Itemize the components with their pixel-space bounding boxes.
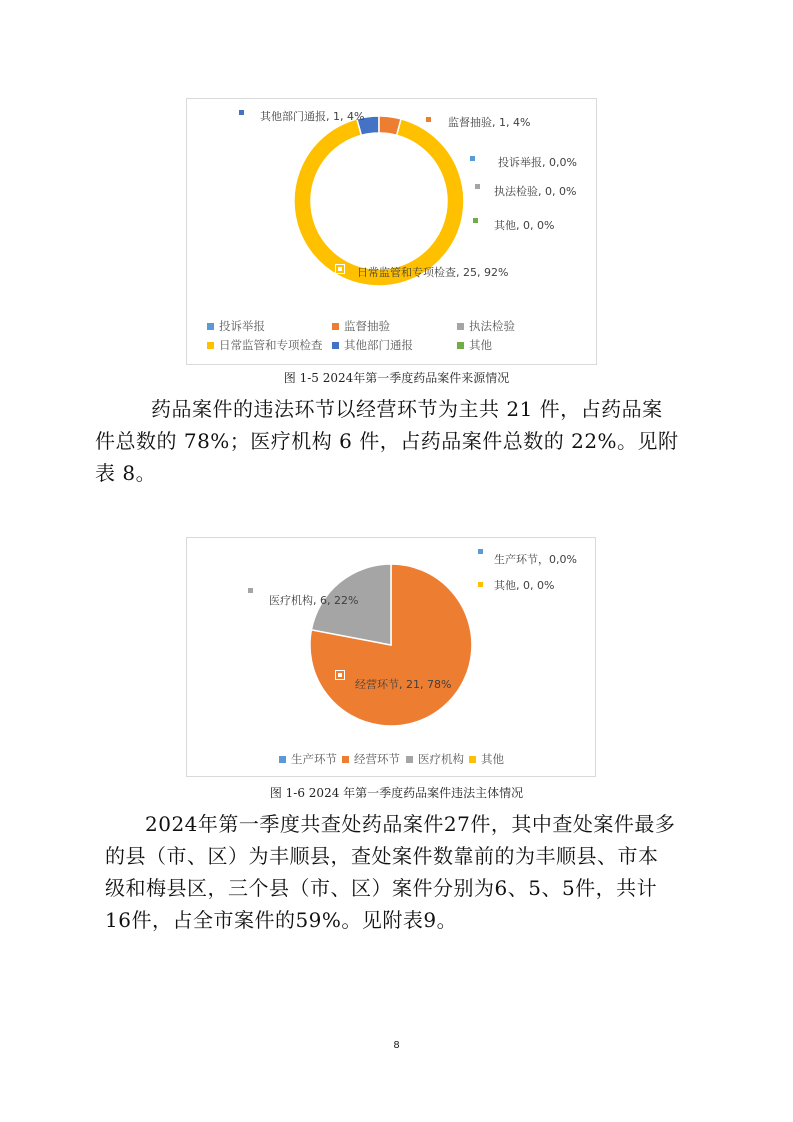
data-label: 执法检验, 0, 0%	[494, 185, 577, 198]
legend-item: 经营环节	[342, 751, 400, 767]
data-label: 其他, 0, 0%	[494, 579, 555, 592]
data-label: 生产环节，0,0%	[494, 553, 577, 566]
legend-item: 其他	[469, 751, 504, 767]
segment-routine-inspection	[294, 119, 464, 286]
data-label: 其他, 0, 0%	[494, 219, 555, 232]
legend-swatch	[469, 756, 476, 763]
label-marker	[478, 582, 483, 587]
chart-case-source	[186, 98, 597, 365]
page-number: 8	[393, 1040, 400, 1051]
legend-item: 其他	[457, 337, 492, 353]
legend-item: 监督抽验	[332, 318, 390, 334]
chart-violation-subject	[186, 537, 596, 777]
legend-item: 生产环节	[279, 751, 337, 767]
legend-swatch	[279, 756, 286, 763]
paragraph-line: 级和梅县区，三个县（市、区）案件分别为6、5、5件，共计	[105, 876, 658, 900]
legend-swatch	[457, 342, 464, 349]
label-marker	[426, 117, 431, 122]
legend-swatch	[406, 756, 413, 763]
legend-item: 医疗机构	[406, 751, 464, 767]
data-label: 医疗机构, 6, 22%	[269, 594, 359, 607]
label-marker	[336, 265, 344, 273]
legend-swatch	[332, 323, 339, 330]
paragraph	[95, 393, 679, 489]
paragraph-line: 16件，占全市案件的59%。见附表9。	[105, 908, 458, 932]
segment-supervision-sampling	[379, 116, 401, 135]
pie-chart	[187, 538, 595, 776]
label-marker	[473, 218, 478, 223]
legend-item: 投诉举报	[207, 318, 265, 334]
label-marker	[336, 671, 344, 679]
legend-swatch	[207, 323, 214, 330]
paragraph-line: 2024年第一季度共查处药品案件27件，其中查处案件最多	[145, 812, 676, 836]
legend-item: 执法检验	[457, 318, 515, 334]
label-marker	[248, 588, 253, 593]
paragraph-line: 的县（市、区）为丰顺县，查处案件数靠前的为丰顺县、市本	[105, 844, 659, 868]
label-marker	[239, 110, 244, 115]
legend-item: 日常监管和专项检查	[207, 337, 323, 353]
paragraph-line: 药品案件的违法环节以经营环节为主共 21 件，占药品案	[151, 397, 663, 421]
figure-caption: 图 1-6 2024 年第一季度药品案件违法主体情况	[269, 786, 524, 800]
label-marker	[475, 184, 480, 189]
label-marker	[470, 156, 475, 161]
legend-swatch	[332, 342, 339, 349]
legend-swatch	[207, 342, 214, 349]
paragraph-line: 件总数的 78%；医疗机构 6 件，占药品案件总数的 22%。见附	[95, 429, 679, 453]
data-label: 经营环节, 21, 78%	[355, 678, 452, 691]
legend-item: 其他部门通报	[332, 337, 413, 353]
legend-swatch	[457, 323, 464, 330]
data-label: 其他部门通报, 1, 4%	[260, 110, 365, 123]
data-label: 监督抽验, 1, 4%	[448, 116, 531, 129]
figure-caption: 图 1-5 2024年第一季度药品案件来源情况	[283, 371, 510, 385]
paragraph	[105, 808, 676, 936]
paragraph-line: 表 8。	[95, 461, 157, 485]
legend-swatch	[342, 756, 349, 763]
data-label: 日常监管和专项检查, 25, 92%	[357, 266, 509, 279]
data-label: 投诉举报, 0,0%	[498, 156, 577, 169]
label-marker	[478, 549, 483, 554]
